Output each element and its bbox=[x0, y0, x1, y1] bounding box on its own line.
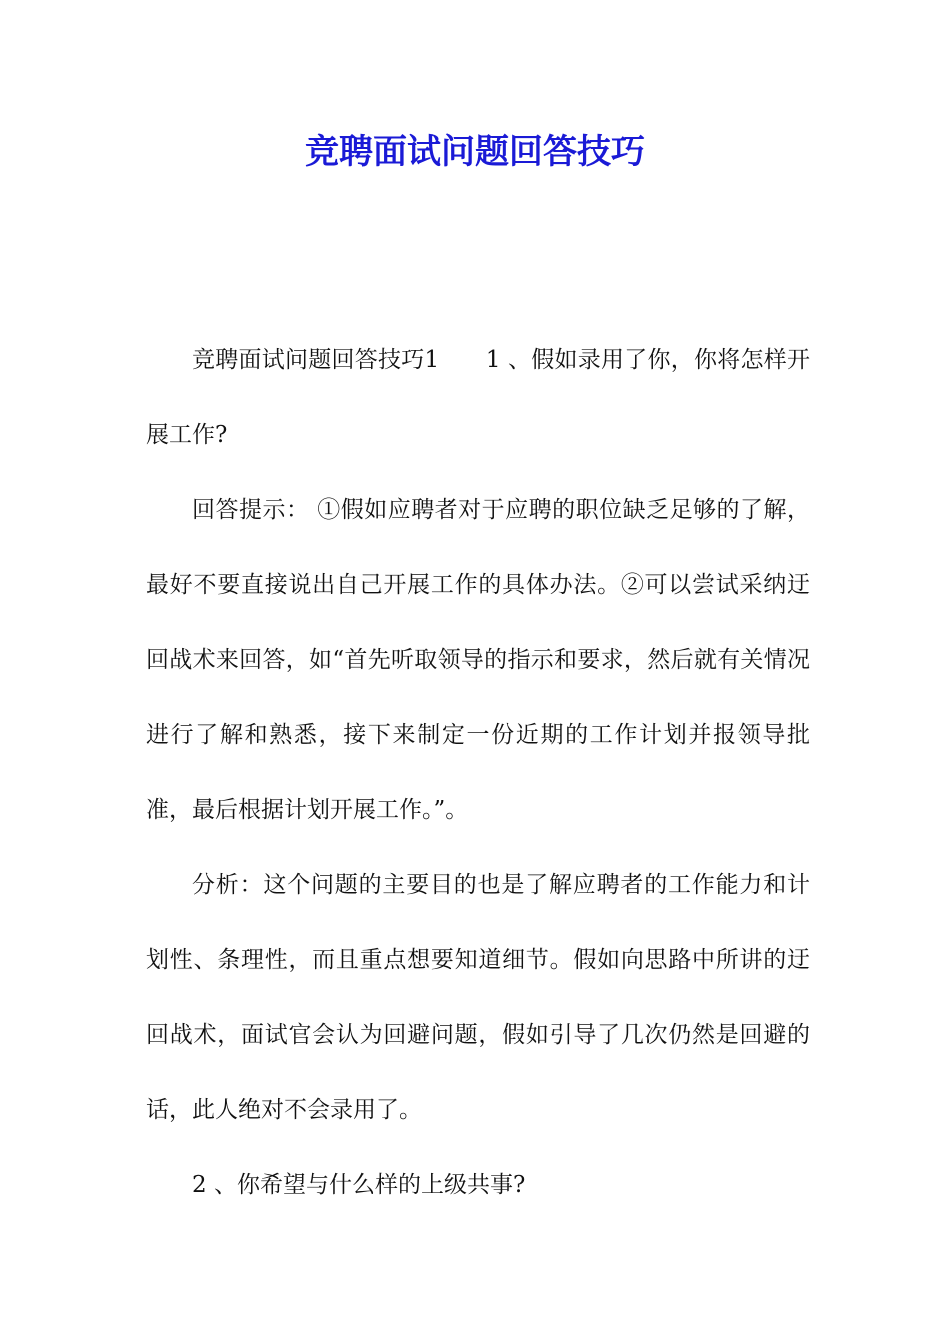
document-title: 竞聘面试问题回答技巧 bbox=[305, 132, 645, 172]
paragraph-analysis: 分析：这个问题的主要目的也是了解应聘者的工作能力和计划性、条理性，而且重点想要知道细节。假如向思路中所讲的迂回战术，面试官会认为回避问题，假如引导了几次仍然是回避的话，此人绝对不会录用了。 bbox=[146, 872, 810, 1123]
paragraph-intro: 竞聘面试问题回答技巧1 1 、假如录用了你，你将怎样开展工作? bbox=[146, 347, 810, 448]
paragraph-answer-tips: 回答提示： ①假如应聘者对于应聘的职位缺乏足够的了解，最好不要直接说出自己开展工作的具体办法。②可以尝试采纳迂回战术来回答，如“首先听取领导的指示和要求，然后就有关情况进行了解和熟悉，接下来制定一份近期的工作计划并报领导批准，最后根据计划开展工作。”。 bbox=[146, 497, 810, 823]
paragraph-question-2: 2 、你希望与什么样的上级共事? bbox=[192, 1172, 526, 1198]
document-body bbox=[146, 323, 810, 1223]
